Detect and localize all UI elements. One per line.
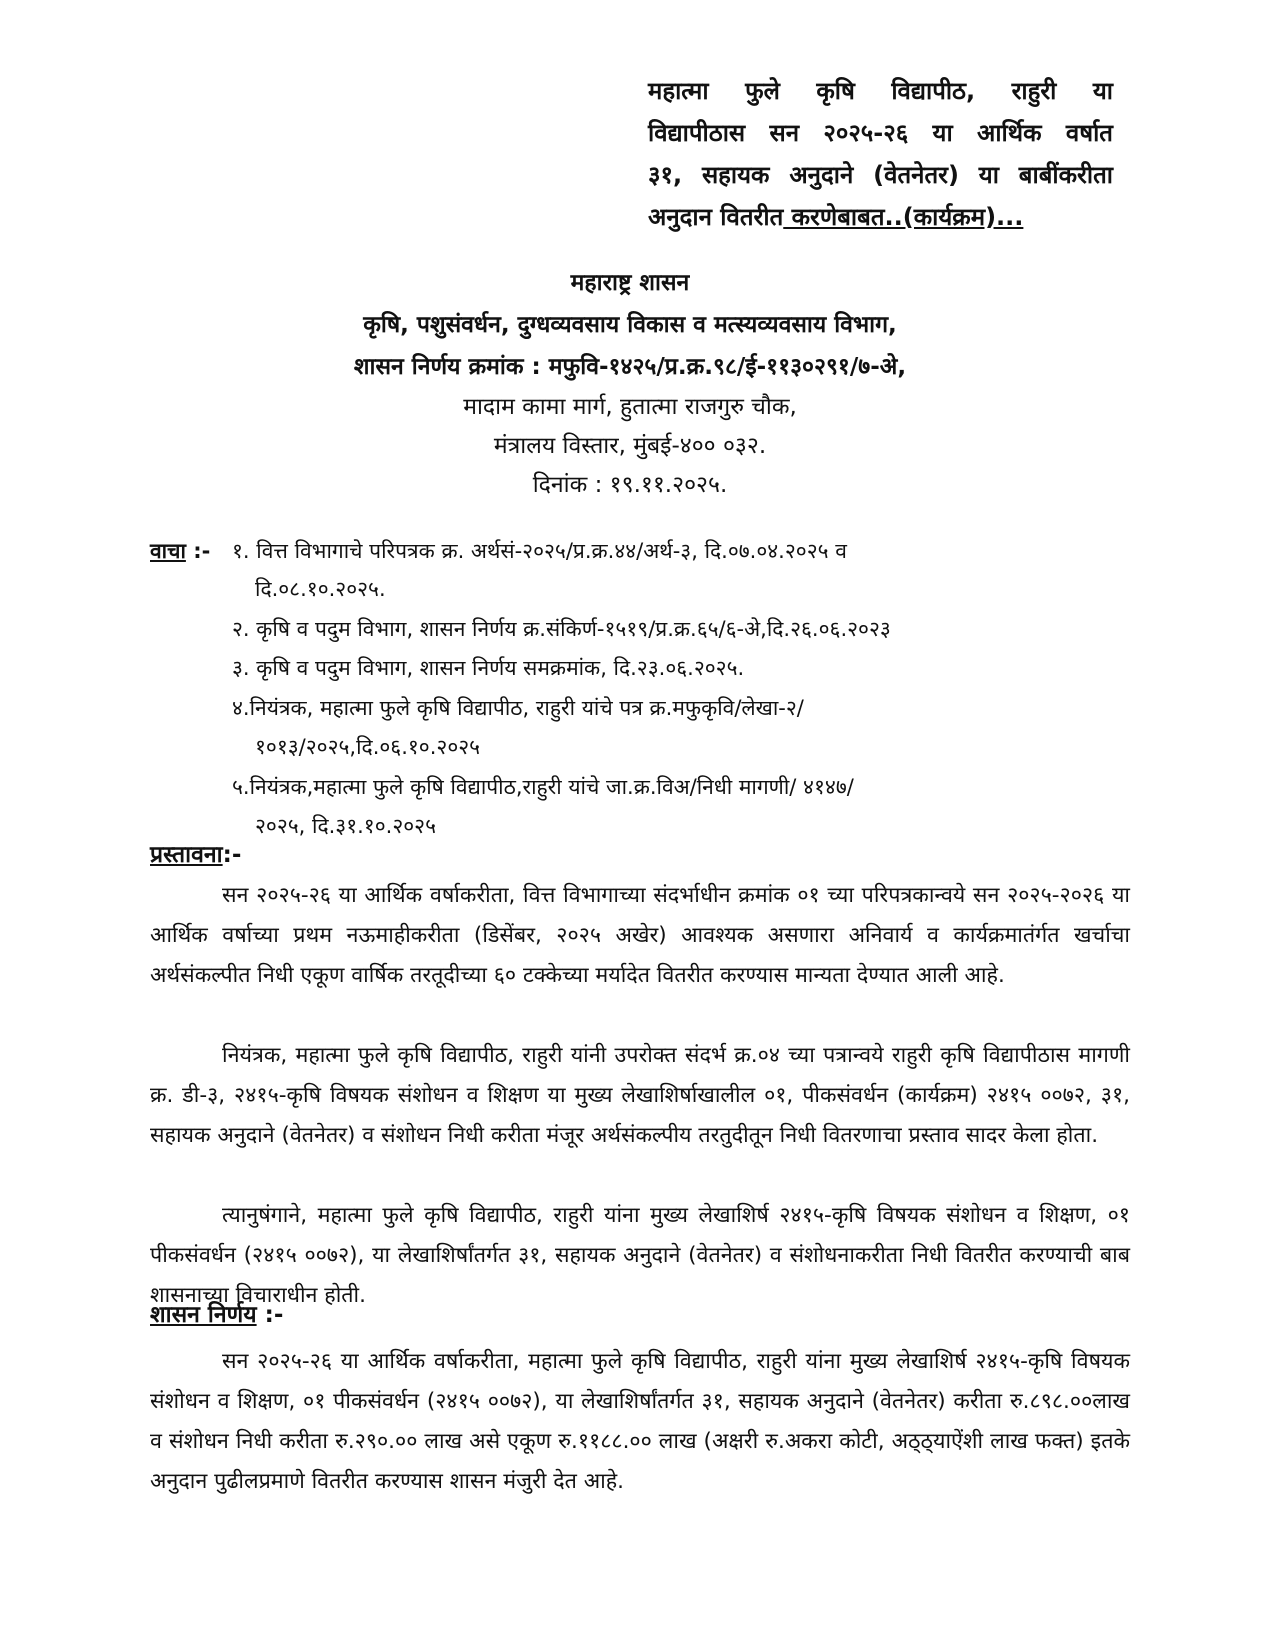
address-line: मादाम कामा मार्ग, हुतात्मा राजगुरु चौक, — [463, 394, 797, 420]
subject-line: विद्यापीठास सन २०२५-२६ या आर्थिक वर्षात — [648, 119, 1113, 147]
reference-item: २. कृषि व पदुम विभाग, शासन निर्णय क्र.संकिर्ण-१५१९/प्र.क्र.६५/६-अे,दि.२६.०६.२०२३ — [232, 617, 891, 641]
subject-block — [648, 70, 1113, 238]
decision-title: शासन निर्णय :- — [150, 1302, 284, 1328]
references-heading: वाचा :- — [150, 539, 211, 563]
preamble-paragraph: त्यानुषंगाने, महात्मा फुले कृषि विद्यापीठ, राहुरी यांना मुख्य लेखाशिर्ष २४१५-कृषि विषयक संशोधन व शिक्षण, ०१ पीकसंवर्धन (२४१५ ००७२), या लेखाशिर्षांतर्गत ३१, सहायक अनुदाने (वेतनेतर) व संशोधनाकरीता निधी वितरीत करण्याची बाब शासनाच्या विचाराधीन होती. — [150, 1203, 1130, 1308]
preamble-paragraph: सन २०२५-२६ या आर्थिक वर्षाकरीता, वित्त विभागाच्या संदर्भाधीन क्रमांक ०१ च्या परिपत्रकान्वये सन २०२५-२०२६ या आर्थिक वर्षाच्या प्रथम नऊमाहीकरीता (डिसेंबर, २०२५ अखेर) आवश्यक असणारा अनिवार्य व कार्यक्रमातंर्गत खर्चाचा अर्थसंकल्पीत निधी एकूण वार्षिक तरतूदीच्या ६० टक्केच्या मर्यादेत वितरीत करण्यास मान्यता देण्यात आली आहे. — [150, 883, 1130, 988]
reference-item: ४.नियंत्रक, महात्मा फुले कृषि विद्यापीठ, राहुरी यांचे पत्र क्र.मफुकृवि/लेखा-२/ — [232, 696, 804, 720]
decision-paragraph: सन २०२५-२६ या आर्थिक वर्षाकरीता, महात्मा फुले कृषि विद्यापीठ, राहुरी यांना मुख्य लेखाशिर्ष २४१५-कृषि विषयक संशोधन व शिक्षण, ०१ पीकसंवर्धन (२४१५ ००७२), या लेखाशिर्षांतर्गत ३१, सहायक अनुदाने (वेतनेतर) करीता रु.८९८.००लाख व संशोधन निधी करीता रु.२९०.०० लाख असे एकूण रु.११८८.०० लाख (अक्षरी रु.अकरा कोटी, अठ्ठ्याऐंशी लाख फक्त) इतके अनुदान पुढीलप्रमाणे वितरीत करण्यास शासन मंजुरी देत आहे. — [150, 1349, 1130, 1494]
subject-text: अनुदान वितरीत — [648, 203, 784, 231]
department-name: कृषि, पशुसंवर्धन, दुग्धव्यवसाय विकास व मत्स्यव्यवसाय विभाग, — [363, 312, 897, 338]
preamble-paragraph: नियंत्रक, महात्मा फुले कृषि विद्यापीठ, राहुरी यांनी उपरोक्त संदर्भ क्र.०४ च्या पत्रान्वये राहुरी कृषि विद्यापीठास मागणी क्र. डी-३, २४१५-कृषि विषयक संशोधन व शिक्षण या मुख्य लेखाशिर्षाखालील ०१, पीकसंवर्धन (कार्यक्रम) २४१५ ००७२, ३१, सहायक अनुदाने (वेतनेतर) व संशोधन निधी करीता मंजूर अर्थसंकल्पीय तरतुदीतून निधी वितरणाचा प्रस्ताव सादर केला होता. — [150, 1043, 1130, 1148]
address-line: मंत्रालय विस्तार, मुंबई-४०० ०३२. — [493, 433, 767, 459]
issue-date: दिनांक : १९.११.२०२५. — [532, 472, 728, 498]
reference-item: १. वित्त विभागाचे परिपत्रक क्र. अर्थसं-२०२५/प्र.क्र.४४/अर्थ-३, दि.०७.०४.२०२५ व — [232, 539, 847, 563]
reference-item: २०२५, दि.३१.१०.२०२५ — [255, 814, 437, 838]
subject-underlined-text: करणेबाबत..(कार्यक्रम)... — [783, 203, 1024, 231]
subject-line — [648, 196, 1113, 238]
preamble-title: प्रस्तावना:- — [150, 842, 242, 868]
reference-item: ३. कृषि व पदुम विभाग, शासन निर्णय समक्रमांक, दि.२३.०६.२०२५. — [232, 656, 745, 680]
subject-line: महात्मा फुले कृषि विद्यापीठ, राहुरी या — [648, 77, 1113, 105]
government-name: महाराष्ट्र शासन — [570, 270, 690, 296]
reference-item: १०१३/२०२५,दि.०६.१०.२०२५ — [255, 735, 481, 759]
reference-item: दि.०८.१०.२०२५. — [255, 577, 386, 601]
reference-item: ५.नियंत्रक,महात्मा फुले कृषि विद्यापीठ,राहुरी यांचे जा.क्र.विअ/निधी मागणी/ ४१४७/ — [232, 775, 854, 799]
letter-header — [300, 262, 960, 505]
gr-number: शासन निर्णय क्रमांक : मफुवि-१४२५/प्र.क्र.९८/ई-११३०२९१/७-अे, — [353, 354, 907, 380]
subject-line: ३१, सहायक अनुदाने (वेतनेतर) या बाबींकरीता — [648, 161, 1113, 189]
